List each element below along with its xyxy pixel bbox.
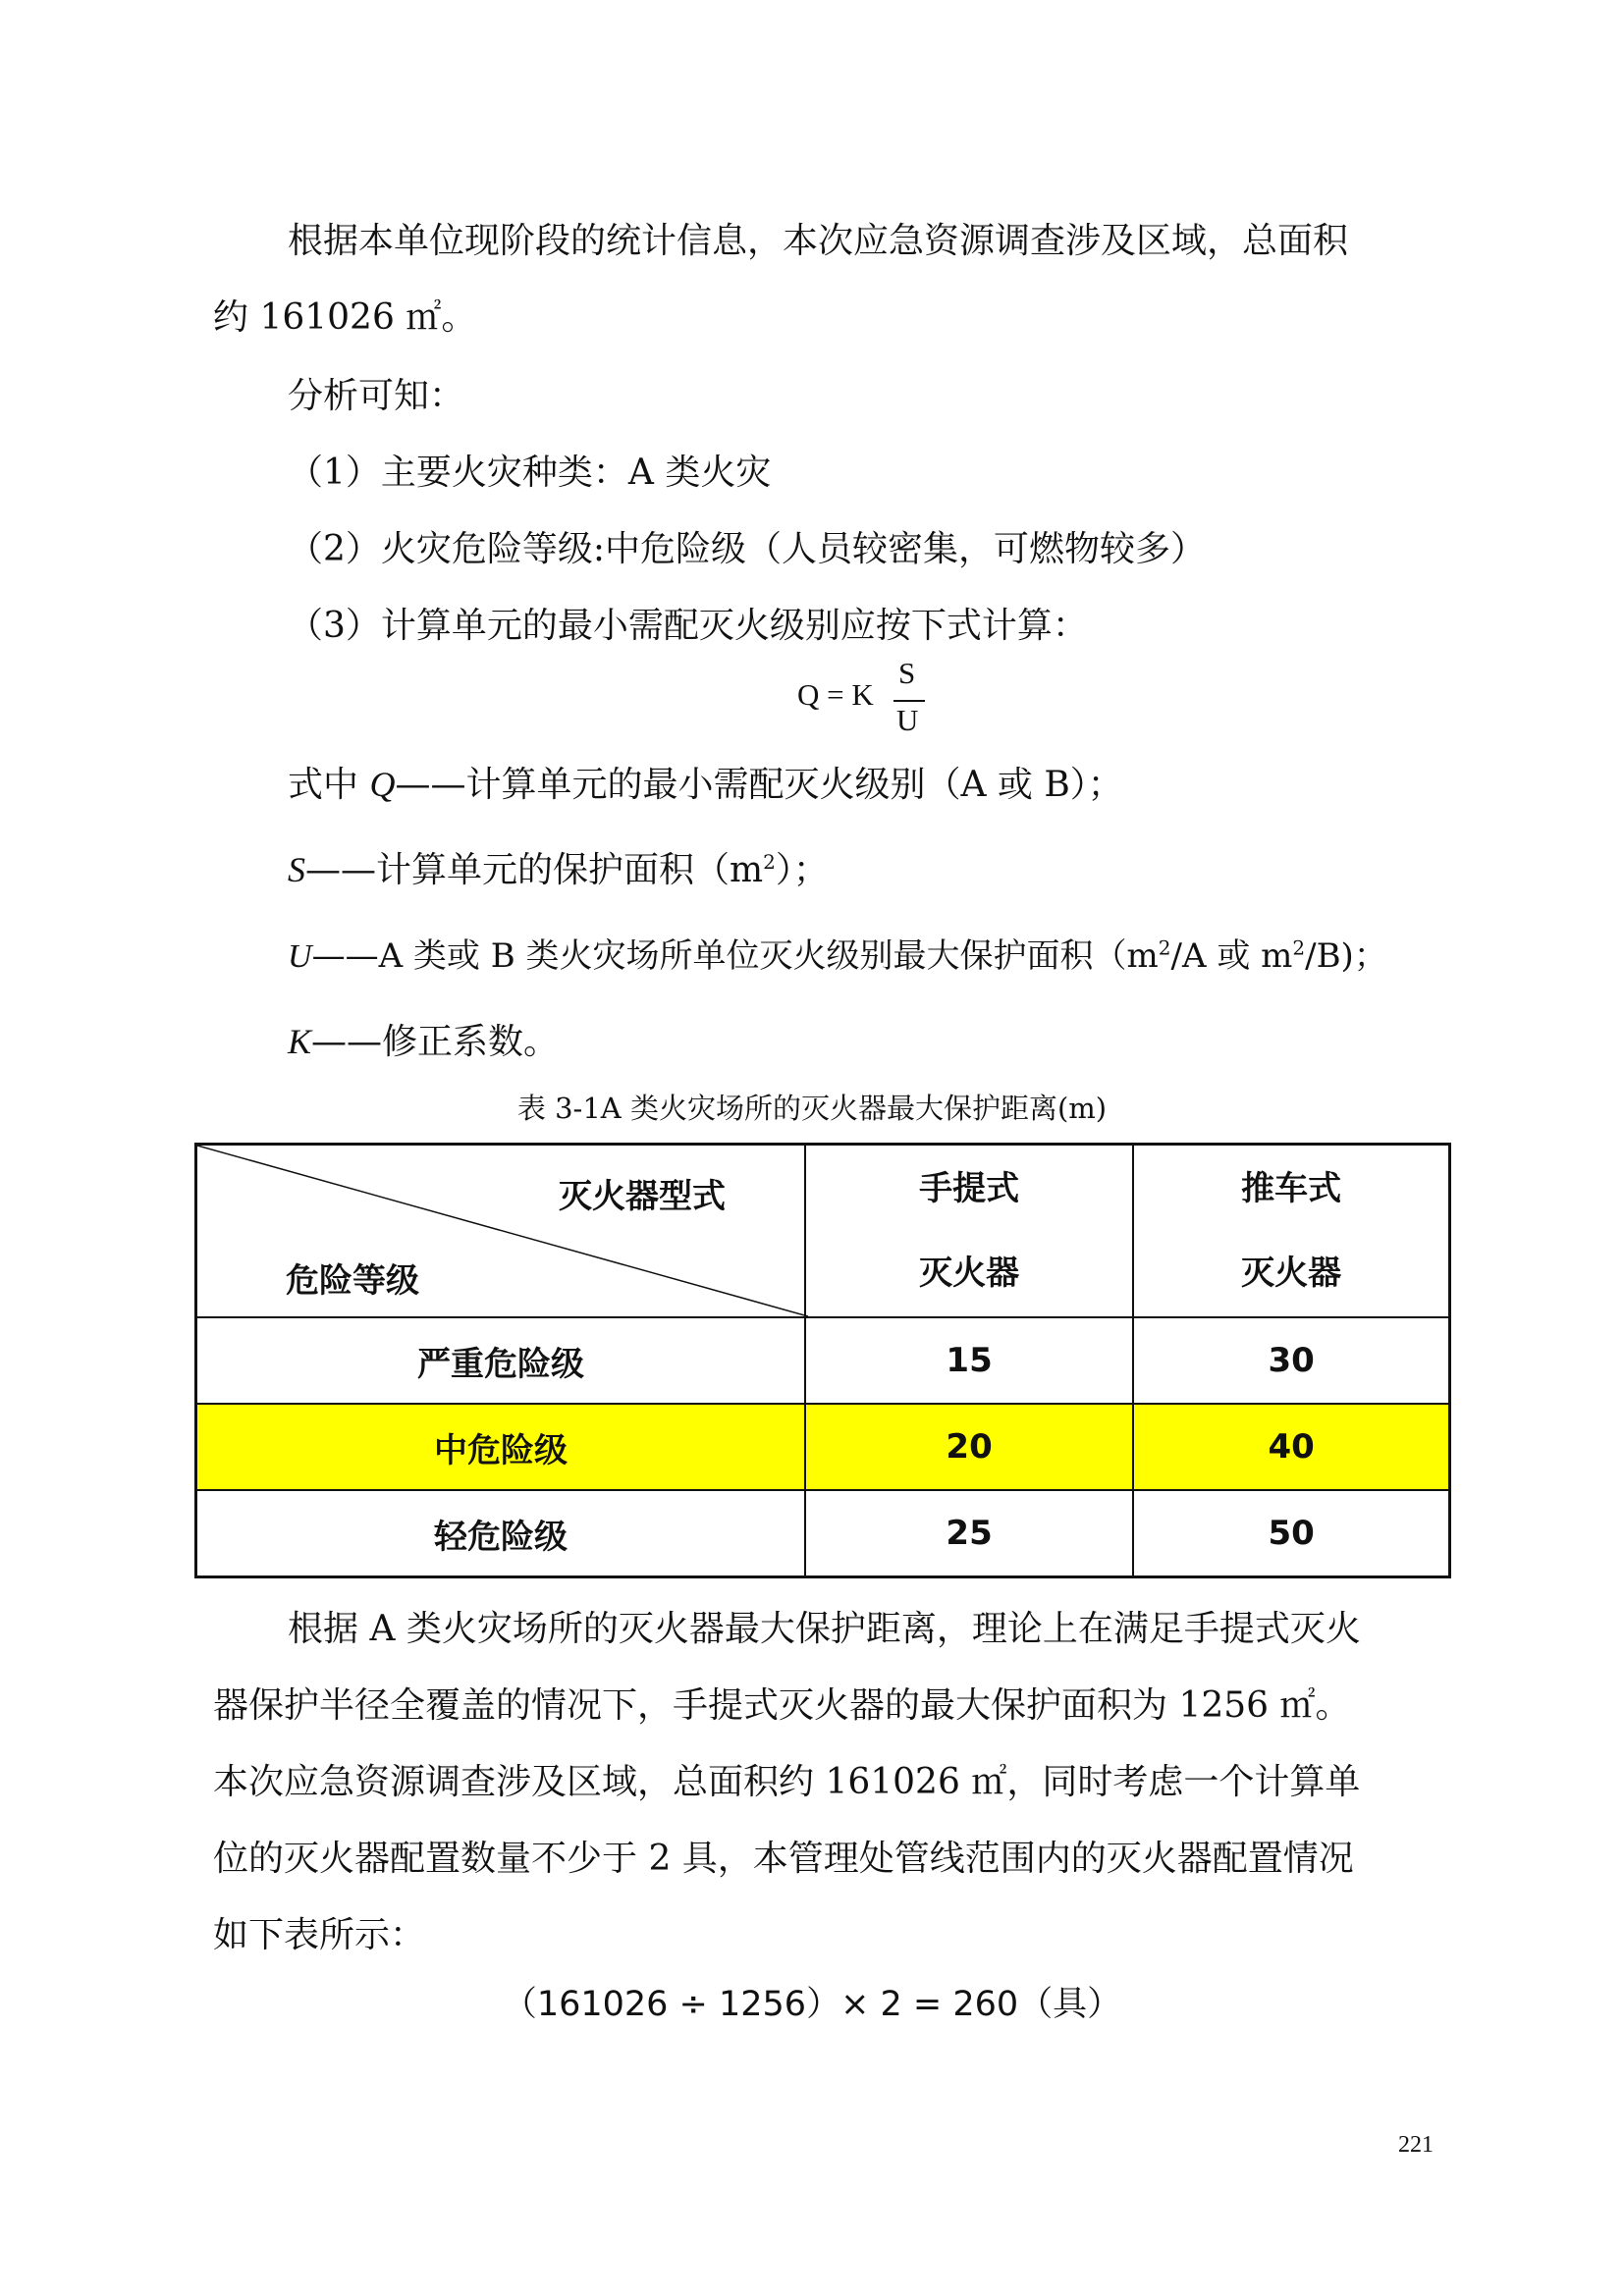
- table-row: [196, 1317, 1450, 1404]
- superscript: 2: [763, 850, 776, 874]
- analysis-heading: 分析可知：: [288, 376, 465, 416]
- definition-text: /B)；: [1305, 936, 1387, 976]
- hazard-level-cell: 轻危险级: [196, 1490, 805, 1577]
- page-number: 221: [1398, 2132, 1434, 2158]
- portable-distance-cell: 15: [805, 1317, 1133, 1404]
- header-extinguisher-type: 灭火器型式: [558, 1177, 726, 1216]
- cart-distance-cell: 30: [1133, 1317, 1449, 1404]
- formula-lhs: Q = K: [797, 677, 874, 712]
- conclusion-line: 如下表所示：: [213, 1915, 426, 1955]
- hazard-level-cell: 严重危险级: [196, 1317, 805, 1404]
- portable-distance-cell: 25: [805, 1490, 1133, 1577]
- table-row-highlighted: [196, 1404, 1450, 1490]
- cart-distance-cell: 40: [1133, 1404, 1449, 1490]
- list-item: （2）火灾危险等级:中危险级（人员较密集，可燃物较多）: [288, 529, 1207, 569]
- symbol-q: Q: [369, 765, 396, 804]
- header-cart-line1: 推车式: [1241, 1169, 1342, 1208]
- cart-distance-cell: 50: [1133, 1490, 1449, 1577]
- conclusion-line: 根据 A 类火灾场所的灭火器最大保护距离，理论上在满足手提式灭火: [288, 1609, 1361, 1649]
- calculation-formula: （161026 ÷ 1256）× 2 = 260（具）: [502, 1985, 1122, 2024]
- definition-s: [288, 846, 829, 894]
- definition-prefix: 式中: [288, 765, 370, 805]
- definition-text: ——计算单元的最小需配灭火级别（A 或 B）；: [395, 765, 1123, 805]
- header-cart-line2: 灭火器: [1241, 1254, 1342, 1293]
- header-portable-line2: 灭火器: [919, 1254, 1020, 1293]
- formula-denominator: U: [896, 703, 919, 737]
- header-portable-line1: 手提式: [919, 1169, 1020, 1208]
- conclusion-line: 本次应急资源调查涉及区域，总面积约 161026 ㎡，同时考虑一个计算单: [213, 1762, 1361, 1802]
- list-item: （3）计算单元的最小需配灭火级别应按下式计算：: [288, 606, 1088, 646]
- table-row: [196, 1490, 1450, 1577]
- extinguisher-distance-table: [194, 1143, 1451, 1578]
- superscript: 2: [1292, 935, 1306, 960]
- formula: [797, 656, 935, 744]
- conclusion-line: 位的灭火器配置数量不少于 2 具，本管理处管线范围内的灭火器配置情况: [213, 1839, 1354, 1879]
- definition-text: /A 或 m: [1170, 936, 1293, 976]
- table-caption: 表 3-1A 类火灾场所的灭火器最大保护距离(m): [516, 1092, 1108, 1125]
- list-item: （1）主要火灾种类：A 类火灾: [288, 453, 772, 493]
- definition-u: [288, 933, 1387, 981]
- definition-k: [288, 1018, 559, 1066]
- definition-text: ——计算单元的保护面积（m: [305, 850, 764, 890]
- conclusion-line: 器保护半径全覆盖的情况下，手提式灭火器的最大保护面积为 1256 ㎡。: [213, 1685, 1351, 1726]
- symbol-k: K: [288, 1022, 312, 1061]
- header-hazard-level: 危险等级: [286, 1261, 419, 1301]
- diagonal-header-cell: [196, 1145, 805, 1318]
- symbol-s: S: [288, 850, 305, 889]
- symbol-u: U: [288, 938, 312, 975]
- fraction-bar: [893, 700, 925, 702]
- portable-distance-cell: 20: [805, 1404, 1133, 1490]
- definition-text: ——修正系数。: [311, 1022, 560, 1062]
- definition-text: ）；: [775, 850, 829, 890]
- header-portable: [805, 1145, 1133, 1318]
- paragraph-line: 根据本单位现阶段的统计信息，本次应急资源调查涉及区域，总面积: [288, 221, 1349, 261]
- superscript: 2: [1158, 935, 1171, 960]
- hazard-level-cell: 中危险级: [196, 1404, 805, 1490]
- paragraph-line: 约 161026 ㎡。: [213, 297, 477, 338]
- definition-text: ——A 类或 B 类火灾场所单位灭火级别最大保护面积（m: [311, 936, 1159, 976]
- definition-q: [288, 761, 1123, 809]
- header-cart: [1133, 1145, 1449, 1318]
- formula-numerator: S: [898, 656, 916, 690]
